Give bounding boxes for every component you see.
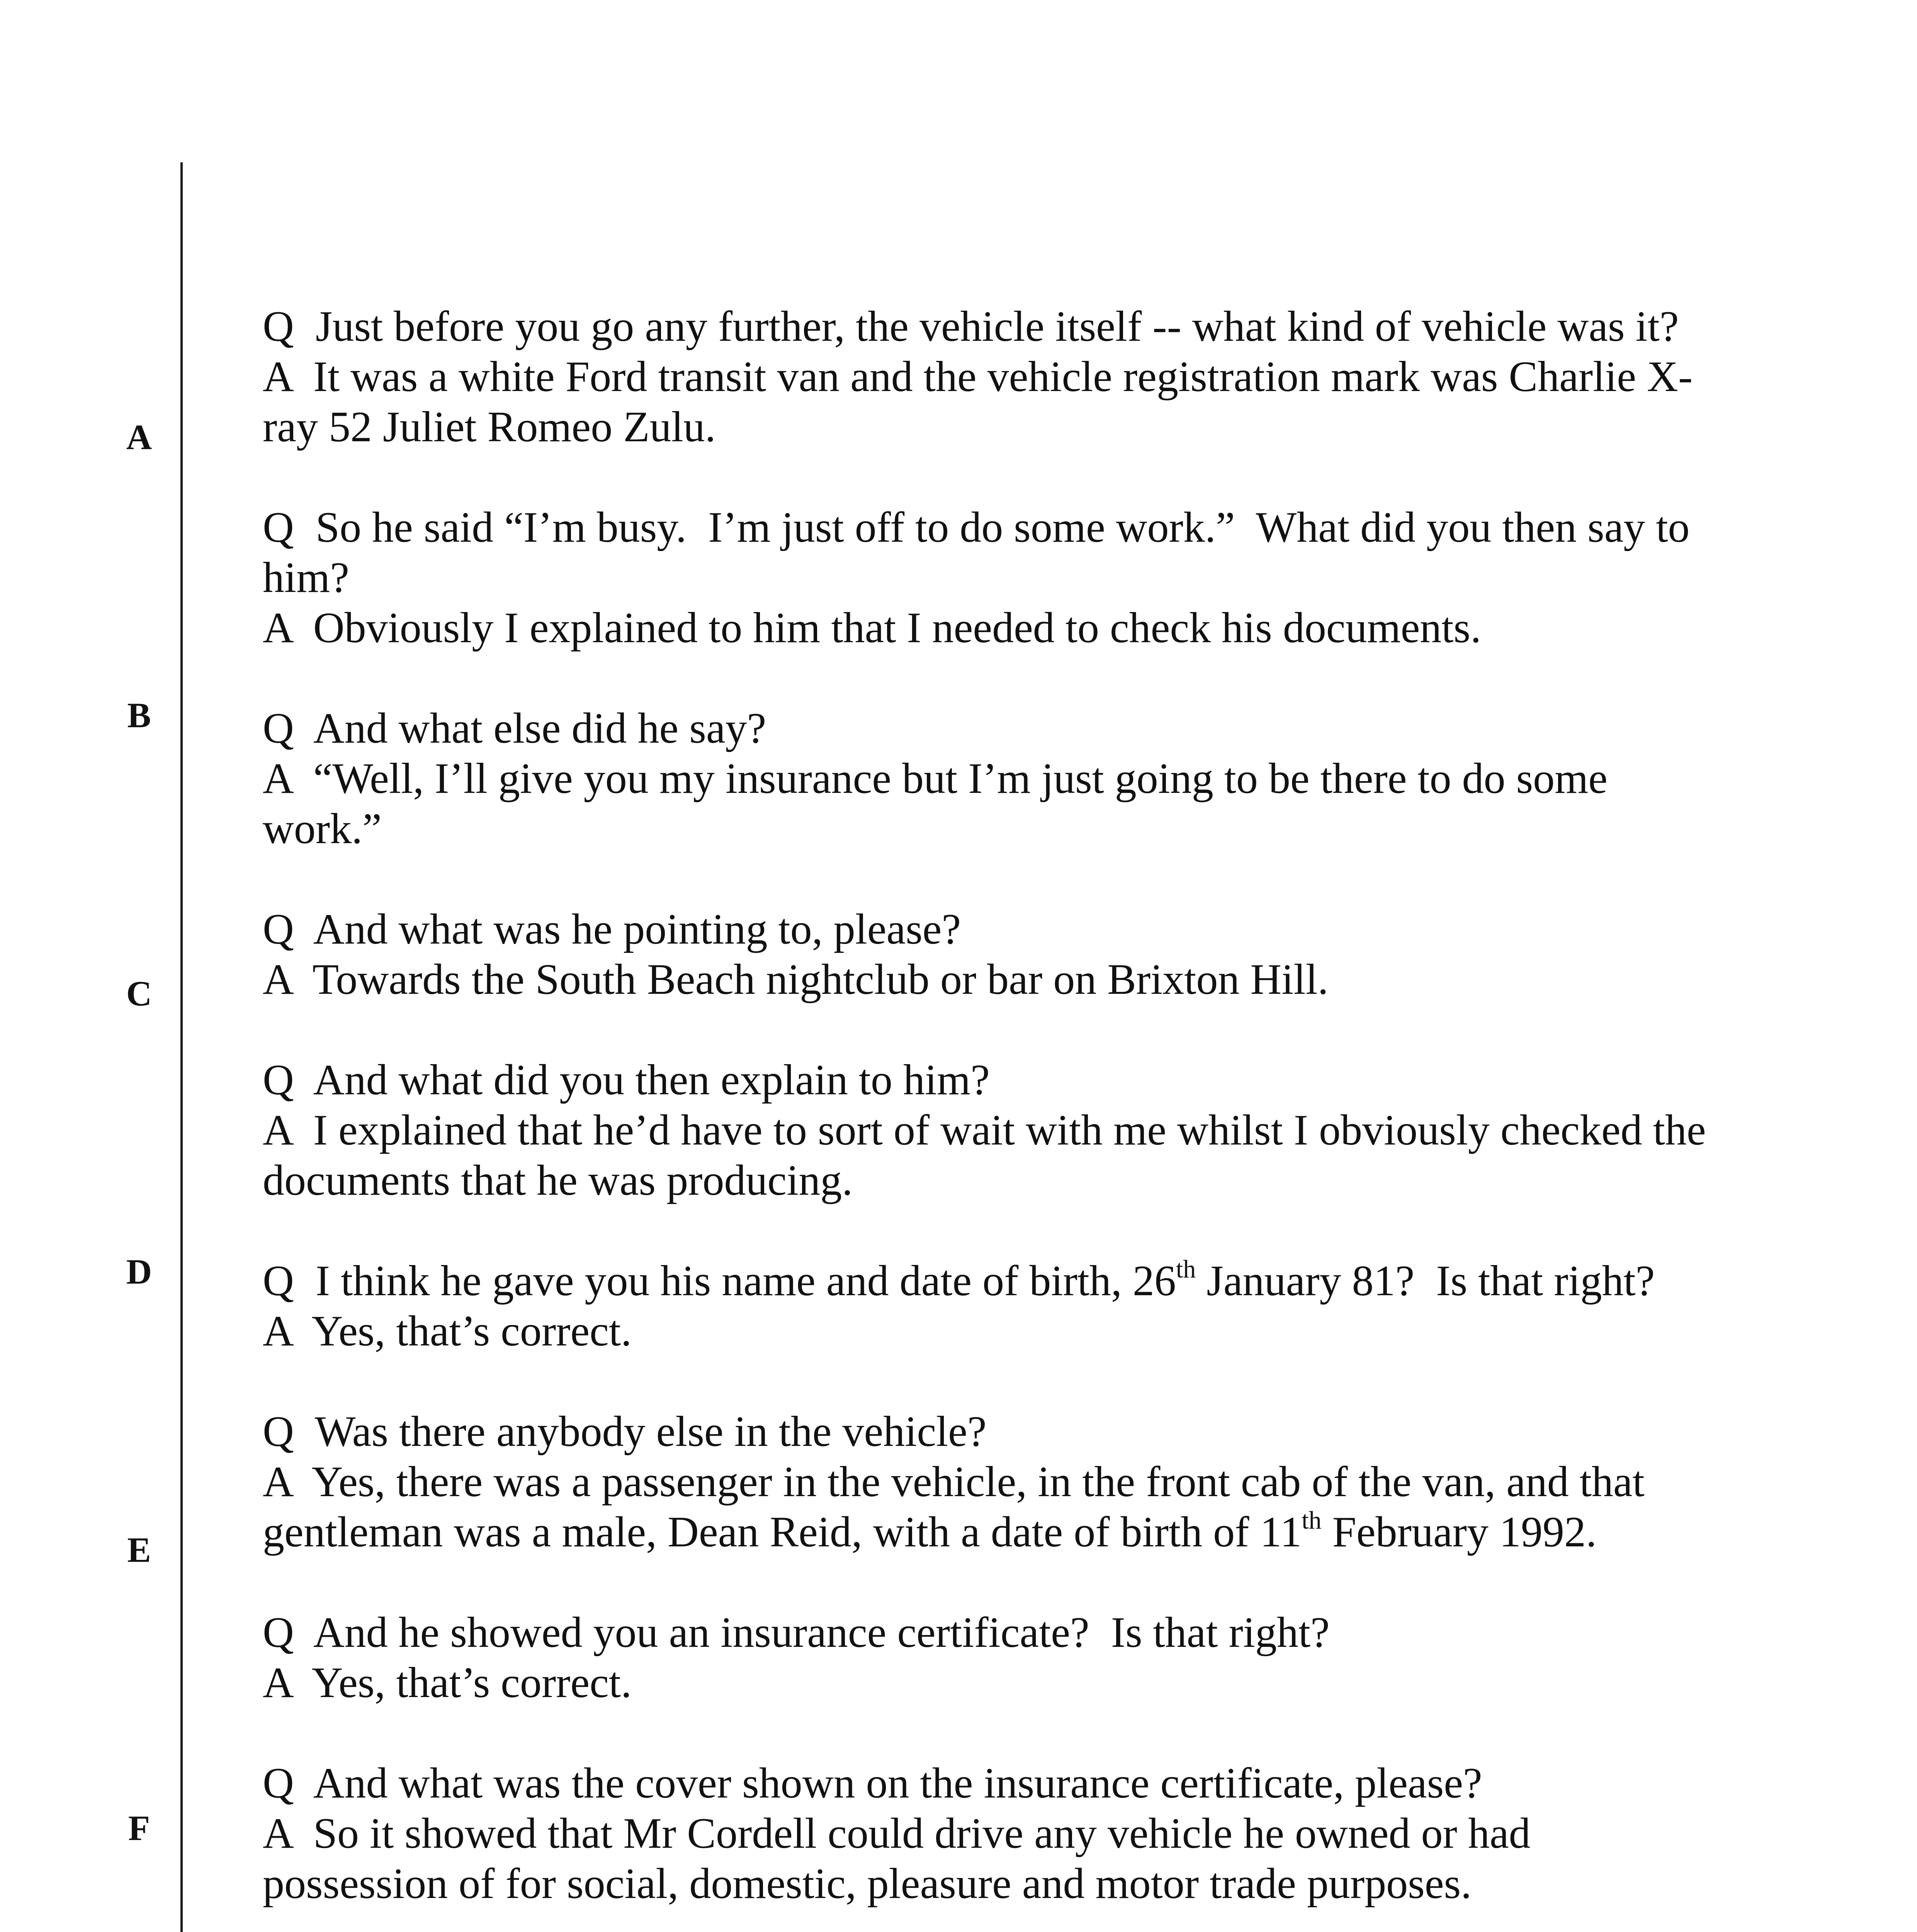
exchange-pointing <box>263 904 1750 1005</box>
exchange-cover <box>263 1758 1750 1909</box>
answer-line: A I explained that he’d have to sort of wait with me whilst I obviously checked the <box>263 1106 1706 1154</box>
exchange-vehicle-type <box>263 301 1750 452</box>
question-line <box>263 1256 1750 1306</box>
answer-line: documents that he was producing. <box>263 1156 853 1204</box>
exchange-date-of-birth <box>263 1256 1750 1356</box>
margin-letter-c: C <box>126 974 152 1013</box>
answer-line: A “Well, I’ll give you my insurance but I’m just going to be there to do some <box>263 755 1608 803</box>
answer-text: February 1992. <box>1321 1508 1597 1556</box>
question-line: Q And he showed you an insurance certificate? Is that right? <box>263 1609 1330 1656</box>
answer-line: possession of for social, domestic, pleasure and motor trade purposes. <box>263 1860 1472 1908</box>
question-line: Q Just before you go any further, the vehicle itself -- what kind of vehicle was it? <box>263 303 1679 350</box>
exchange-explain <box>263 1055 1750 1206</box>
question-text: January 81? Is that right? <box>1196 1257 1655 1305</box>
answer-line: A It was a white Ford transit van and the vehicle registration mark was Charlie X- <box>263 353 1693 401</box>
answer-line <box>263 1507 1750 1557</box>
answer-line: A Towards the South Beach nightclub or bar on Brixton Hill. <box>263 956 1329 1003</box>
margin-letter-b: B <box>127 696 151 735</box>
question-line: him? <box>263 554 349 602</box>
answer-line: work.” <box>263 805 382 853</box>
transcript-body <box>263 301 1750 1932</box>
question-line: Q And what else did he say? <box>263 704 766 752</box>
question-line: Q Was there anybody else in the vehicle? <box>263 1408 987 1456</box>
exchange-busy <box>263 502 1750 653</box>
answer-line: ray 52 Juliet Romeo Zulu. <box>263 403 716 451</box>
question-line: Q And what did you then explain to him? <box>263 1056 990 1104</box>
answer-line: A Yes, that’s correct. <box>263 1659 632 1707</box>
margin-letter-f: F <box>128 1808 150 1848</box>
answer-line: A So it showed that Mr Cordell could drive any vehicle he owned or had <box>263 1810 1531 1857</box>
question-line: Q And what was the cover shown on the insurance certificate, please? <box>263 1759 1482 1807</box>
margin-letter-e: E <box>127 1530 151 1570</box>
exchange-passenger <box>263 1406 1750 1557</box>
answer-text: gentleman was a male, Dean Reid, with a date of birth of 11 <box>263 1508 1302 1556</box>
answer-line: A Obviously I explained to him that I needed to check his documents. <box>263 604 1481 652</box>
left-margin-rule <box>180 162 183 1932</box>
question-line: Q And what was he pointing to, please? <box>263 905 961 953</box>
exchange-what-else <box>263 703 1750 854</box>
margin-letter-a: A <box>126 417 152 457</box>
answer-line: A Yes, there was a passenger in the vehicle, in the front cab of the van, and that <box>263 1458 1645 1506</box>
margin-letter-d: D <box>126 1252 152 1291</box>
question-text: Q I think he gave you his name and date of birth, 26 <box>263 1257 1176 1305</box>
question-line: Q So he said “I’m busy. I’m just off to do some work.” What did you then say to <box>263 503 1690 551</box>
ordinal-suffix: th <box>1302 1506 1322 1534</box>
answer-line: A Yes, that’s correct. <box>263 1307 632 1355</box>
exchange-insurance-certificate <box>263 1607 1750 1708</box>
ordinal-suffix: th <box>1176 1255 1196 1283</box>
